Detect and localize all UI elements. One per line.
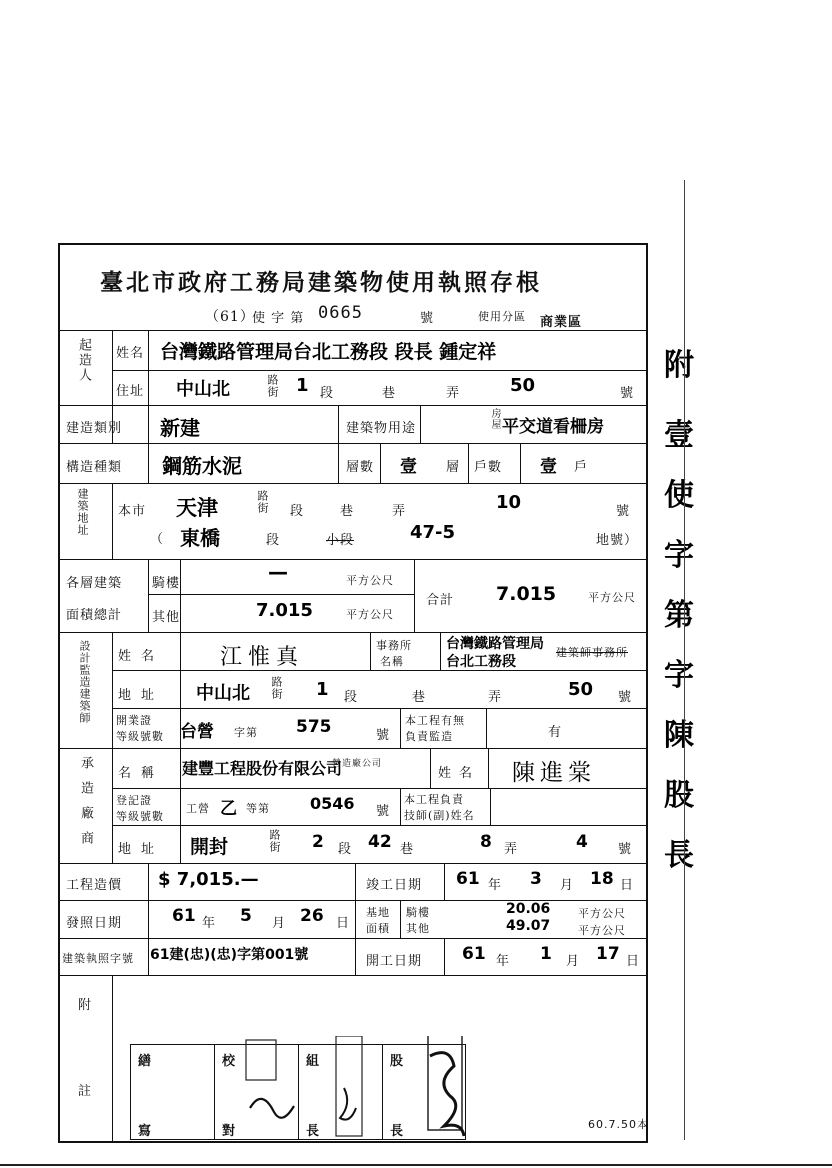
contractor-name-suffix: 營造廠公司 xyxy=(332,759,383,769)
line xyxy=(486,708,487,748)
units-value: 壹 xyxy=(540,457,557,477)
office-label-2: 名稱 xyxy=(380,655,404,668)
designer-addr-number: 50 xyxy=(568,679,594,700)
yue-label: 月 xyxy=(560,878,575,893)
signoff-col4b: 長 xyxy=(390,1124,405,1139)
edge-char: 陳 xyxy=(664,718,694,753)
scan-bottom-edge xyxy=(0,1164,832,1166)
line xyxy=(58,938,648,939)
person-label: 姓名 xyxy=(438,766,481,781)
designer-side-label: 設計監造建築師 xyxy=(78,640,91,724)
start-year: 61 xyxy=(462,944,486,964)
nian-label: 年 xyxy=(488,878,503,893)
contractor-nong-num: 8 xyxy=(480,832,492,852)
page-edge-line xyxy=(684,180,685,1140)
base-label-2: 面積 xyxy=(366,922,390,935)
line xyxy=(338,405,339,483)
line xyxy=(180,559,181,632)
start-day: 17 xyxy=(596,944,620,964)
remarks-label-top: 附 xyxy=(78,998,93,1013)
line xyxy=(214,1044,215,1140)
line xyxy=(112,370,648,371)
designer-reg-number: 575 xyxy=(296,717,332,737)
ri-label: 日 xyxy=(626,954,641,969)
nian-label: 年 xyxy=(496,954,511,969)
designer-reg-grade: 台營 xyxy=(180,722,214,742)
document-title: 臺北市政府工務局建築物使用執照存根 xyxy=(100,269,542,296)
other-value: 7.015 xyxy=(256,600,313,621)
edge-char: 第 xyxy=(664,598,694,633)
signoff-col2: 校 xyxy=(222,1054,237,1069)
line xyxy=(520,443,521,483)
office-suffix: 建築師事務所 xyxy=(556,646,628,659)
paren-open: （ xyxy=(150,532,165,547)
nong-label: 弄 xyxy=(446,386,461,401)
line xyxy=(58,330,648,331)
nong-label: 弄 xyxy=(504,842,519,857)
designer-addr-label: 地址 xyxy=(118,688,165,703)
area-unit: 平方公尺 xyxy=(346,608,394,621)
qilou-value: — xyxy=(268,560,288,584)
edge-char: 股 xyxy=(664,778,694,813)
line xyxy=(355,863,356,975)
nong-label: 弄 xyxy=(488,690,503,705)
designer-addr-section: 1 xyxy=(316,679,329,700)
line xyxy=(180,632,181,863)
base-other-label: 其他 xyxy=(406,922,430,935)
finish-month: 3 xyxy=(530,869,542,889)
signature-stroke xyxy=(430,1053,464,1136)
line xyxy=(112,975,113,1143)
office-value-1: 台灣鐵路管理局 xyxy=(446,636,544,652)
area-unit: 平方公尺 xyxy=(578,924,626,937)
line xyxy=(440,632,441,670)
prefix-label: 使 字 第 xyxy=(252,311,305,326)
duan-label: 段 xyxy=(320,386,335,401)
line xyxy=(148,863,149,975)
hao-label: 號 xyxy=(620,386,635,401)
office-value-2: 台北工務段 xyxy=(446,654,516,670)
builder-road-label: 路街 xyxy=(266,374,279,398)
edge-char: 壹 xyxy=(664,418,694,453)
builder-addr-section: 1 xyxy=(296,375,309,396)
permit-label: 建築執照字號 xyxy=(62,952,134,965)
finish-day: 18 xyxy=(590,869,614,889)
contractor-name-value: 建豐工程股份有限公司 xyxy=(182,759,343,778)
units-unit: 戶 xyxy=(574,460,589,475)
use-prefix: 房屋 xyxy=(489,408,500,430)
road-label: 路街 xyxy=(256,490,269,514)
person-value: 陳進棠 xyxy=(512,760,596,786)
area-unit: 平方公尺 xyxy=(578,907,626,920)
duan-label: 段 xyxy=(290,504,305,519)
hao-label: 號 xyxy=(376,804,391,819)
struct-label: 構造種類 xyxy=(66,460,123,475)
duan-label: 段 xyxy=(338,842,353,857)
line xyxy=(444,863,445,900)
type-value: 新建 xyxy=(160,416,200,440)
year-code: （61） xyxy=(205,309,255,325)
contractor-name-label: 名稱 xyxy=(118,766,165,781)
lot-label: 地號） xyxy=(596,533,639,548)
xiang-label: 巷 xyxy=(340,504,355,519)
signoff-col1b: 寫 xyxy=(138,1124,153,1139)
signoff-col3b: 長 xyxy=(306,1124,321,1139)
edge-char: 使 xyxy=(664,478,694,513)
signoff-col2b: 對 xyxy=(222,1124,237,1139)
line xyxy=(148,559,149,632)
signature-stroke xyxy=(340,1088,356,1120)
eng-label-1: 本工程負責 xyxy=(404,793,464,806)
reg-label-2: 等級號數 xyxy=(116,810,164,823)
seal-stamp xyxy=(246,1040,276,1080)
struct-value: 鋼筋水泥 xyxy=(162,454,242,478)
contractor-xiang-num: 42 xyxy=(368,832,392,852)
line xyxy=(58,405,648,406)
issue-year: 61 xyxy=(172,906,196,926)
line xyxy=(380,443,381,483)
xiang-label: 巷 xyxy=(400,842,415,857)
signoff-col4: 股 xyxy=(390,1054,405,1069)
builder-name-label: 姓名 xyxy=(116,346,145,361)
other-label: 其他 xyxy=(152,610,181,625)
resp-label-2: 負責監造 xyxy=(405,730,453,743)
contractor-addr-label: 地址 xyxy=(118,842,165,857)
builder-addr-road: 中山北 xyxy=(176,379,230,400)
cost-label: 工程造價 xyxy=(66,878,123,893)
line xyxy=(58,559,648,560)
base-other-value: 49.07 xyxy=(506,918,551,934)
area-unit: 平方公尺 xyxy=(588,591,636,604)
ri-label: 日 xyxy=(336,916,351,931)
office-label-1: 事務所 xyxy=(376,639,412,652)
use-value: 平交道看柵房 xyxy=(502,417,604,437)
builder-side-label: 起造人 xyxy=(76,338,91,383)
signoff-col1: 繕 xyxy=(138,1054,153,1069)
site-section-value: 東橋 xyxy=(180,526,220,550)
contractor-addr-number: 4 xyxy=(576,832,588,852)
reg-prefix: 工營 xyxy=(186,802,210,815)
nian-label: 年 xyxy=(202,916,217,931)
site-road-value: 天津 xyxy=(176,496,218,520)
site-side-label: 建築地址 xyxy=(76,488,89,536)
builder-addr-label: 住址 xyxy=(116,384,145,399)
floors-unit: 層 xyxy=(446,460,461,475)
hao-label: 號 xyxy=(618,690,633,705)
hao-label: 號 xyxy=(618,842,633,857)
road-label: 路街 xyxy=(270,676,283,700)
designer-addr-road: 中山北 xyxy=(196,683,250,704)
floors-label: 層數 xyxy=(346,460,375,475)
seal-stamp xyxy=(336,1036,362,1136)
xiang-label: 巷 xyxy=(412,690,427,705)
line xyxy=(414,559,415,632)
floors-value: 壹 xyxy=(400,457,417,477)
issue-label: 發照日期 xyxy=(66,916,123,931)
section-label: 段 xyxy=(266,533,281,548)
qilou-label: 騎樓 xyxy=(152,576,181,591)
reg-zi: 等第 xyxy=(246,802,270,815)
footer-note: 60.7.50本 xyxy=(588,1118,649,1131)
total-label: 合計 xyxy=(426,593,455,608)
line xyxy=(400,708,401,748)
zone-value: 商業區 xyxy=(540,315,583,330)
reg-prefix: 字第 xyxy=(234,726,258,739)
line xyxy=(488,748,489,788)
line xyxy=(148,405,149,483)
type-label: 建造類別 xyxy=(66,421,123,436)
site-lot-value: 47-5 xyxy=(410,522,456,543)
resp-value: 有 xyxy=(548,725,563,740)
line xyxy=(370,632,371,670)
edge-char: 字 xyxy=(664,658,694,693)
cost-value: $ 7,015.— xyxy=(158,869,259,890)
nong-label: 弄 xyxy=(392,504,407,519)
edge-char: 長 xyxy=(664,838,694,873)
signoff-col3: 組 xyxy=(306,1054,321,1069)
subsection-label: 小段 xyxy=(326,533,355,548)
contractor-addr-road: 開封 xyxy=(190,836,229,858)
remarks-label-bottom: 註 xyxy=(78,1084,93,1099)
xiang-label: 巷 xyxy=(382,386,397,401)
area-unit: 平方公尺 xyxy=(346,574,394,587)
edge-char: 字 xyxy=(664,538,694,573)
yue-label: 月 xyxy=(566,954,581,969)
start-label: 開工日期 xyxy=(366,954,423,969)
line xyxy=(112,632,113,863)
builder-name-value: 台灣鐵路管理局台北工務段 段長 鍾定祥 xyxy=(160,341,497,363)
area-side-label-1: 各層建築 xyxy=(66,576,123,591)
use-label: 建築物用途 xyxy=(346,421,417,436)
line xyxy=(58,900,648,901)
designer-name-value: 江惟真 xyxy=(220,645,305,670)
base-label-1: 基地 xyxy=(366,906,390,919)
line xyxy=(420,405,421,443)
road-label: 路街 xyxy=(268,829,281,853)
city-label: 本市 xyxy=(118,504,147,519)
hao-label: 號 xyxy=(420,311,435,326)
line xyxy=(148,594,414,595)
issue-month: 5 xyxy=(240,906,252,926)
site-number: 10 xyxy=(496,492,522,513)
hao-label: 號 xyxy=(616,504,631,519)
line xyxy=(58,975,648,976)
line xyxy=(444,938,445,975)
contractor-reg-grade: 乙 xyxy=(220,799,237,819)
line xyxy=(112,483,113,559)
area-side-label-2: 面積總計 xyxy=(66,608,123,623)
line xyxy=(400,900,401,938)
builder-addr-number: 50 xyxy=(510,375,536,396)
hao-label: 號 xyxy=(376,728,391,743)
permit-number: 0665 xyxy=(318,303,363,323)
line xyxy=(430,748,431,788)
line xyxy=(58,443,648,444)
line xyxy=(112,788,648,789)
line xyxy=(148,330,149,405)
line xyxy=(112,708,648,709)
line xyxy=(58,863,648,864)
designer-name-label: 姓名 xyxy=(118,649,165,664)
line xyxy=(468,443,469,483)
seal-marks xyxy=(240,1036,470,1146)
finish-year: 61 xyxy=(456,869,480,889)
reg-label-1: 登記證 xyxy=(116,794,152,807)
contractor-addr-section: 2 xyxy=(312,832,324,852)
eng-label-2: 技師(副)姓名 xyxy=(404,809,475,822)
yue-label: 月 xyxy=(272,916,287,931)
reg-label-2: 等級號數 xyxy=(116,730,164,743)
line xyxy=(112,670,648,671)
line xyxy=(58,748,648,749)
finish-label: 竣工日期 xyxy=(366,878,423,893)
base-qilou-label: 騎樓 xyxy=(406,906,430,919)
line xyxy=(58,483,648,484)
line xyxy=(58,632,648,633)
total-value: 7.015 xyxy=(496,583,557,605)
line xyxy=(400,788,401,825)
reg-label-1: 開業證 xyxy=(116,714,152,727)
units-label: 戶數 xyxy=(474,460,503,475)
edge-char: 附 xyxy=(664,348,694,383)
line xyxy=(112,825,648,826)
resp-label-1: 本工程有無 xyxy=(405,714,465,727)
signature-stroke xyxy=(250,1099,294,1118)
duan-label: 段 xyxy=(344,690,359,705)
base-qilou-value: 20.06 xyxy=(506,901,551,917)
contractor-side-label: 承造廠商 xyxy=(78,756,93,856)
contractor-reg-number: 0546 xyxy=(310,794,355,813)
zone-label: 使用分區 xyxy=(478,310,526,323)
line xyxy=(490,788,491,825)
permit-value: 61建(忠)(忠)字第001號 xyxy=(150,947,309,963)
ri-label: 日 xyxy=(620,878,635,893)
issue-day: 26 xyxy=(300,906,324,926)
start-month: 1 xyxy=(540,944,552,964)
